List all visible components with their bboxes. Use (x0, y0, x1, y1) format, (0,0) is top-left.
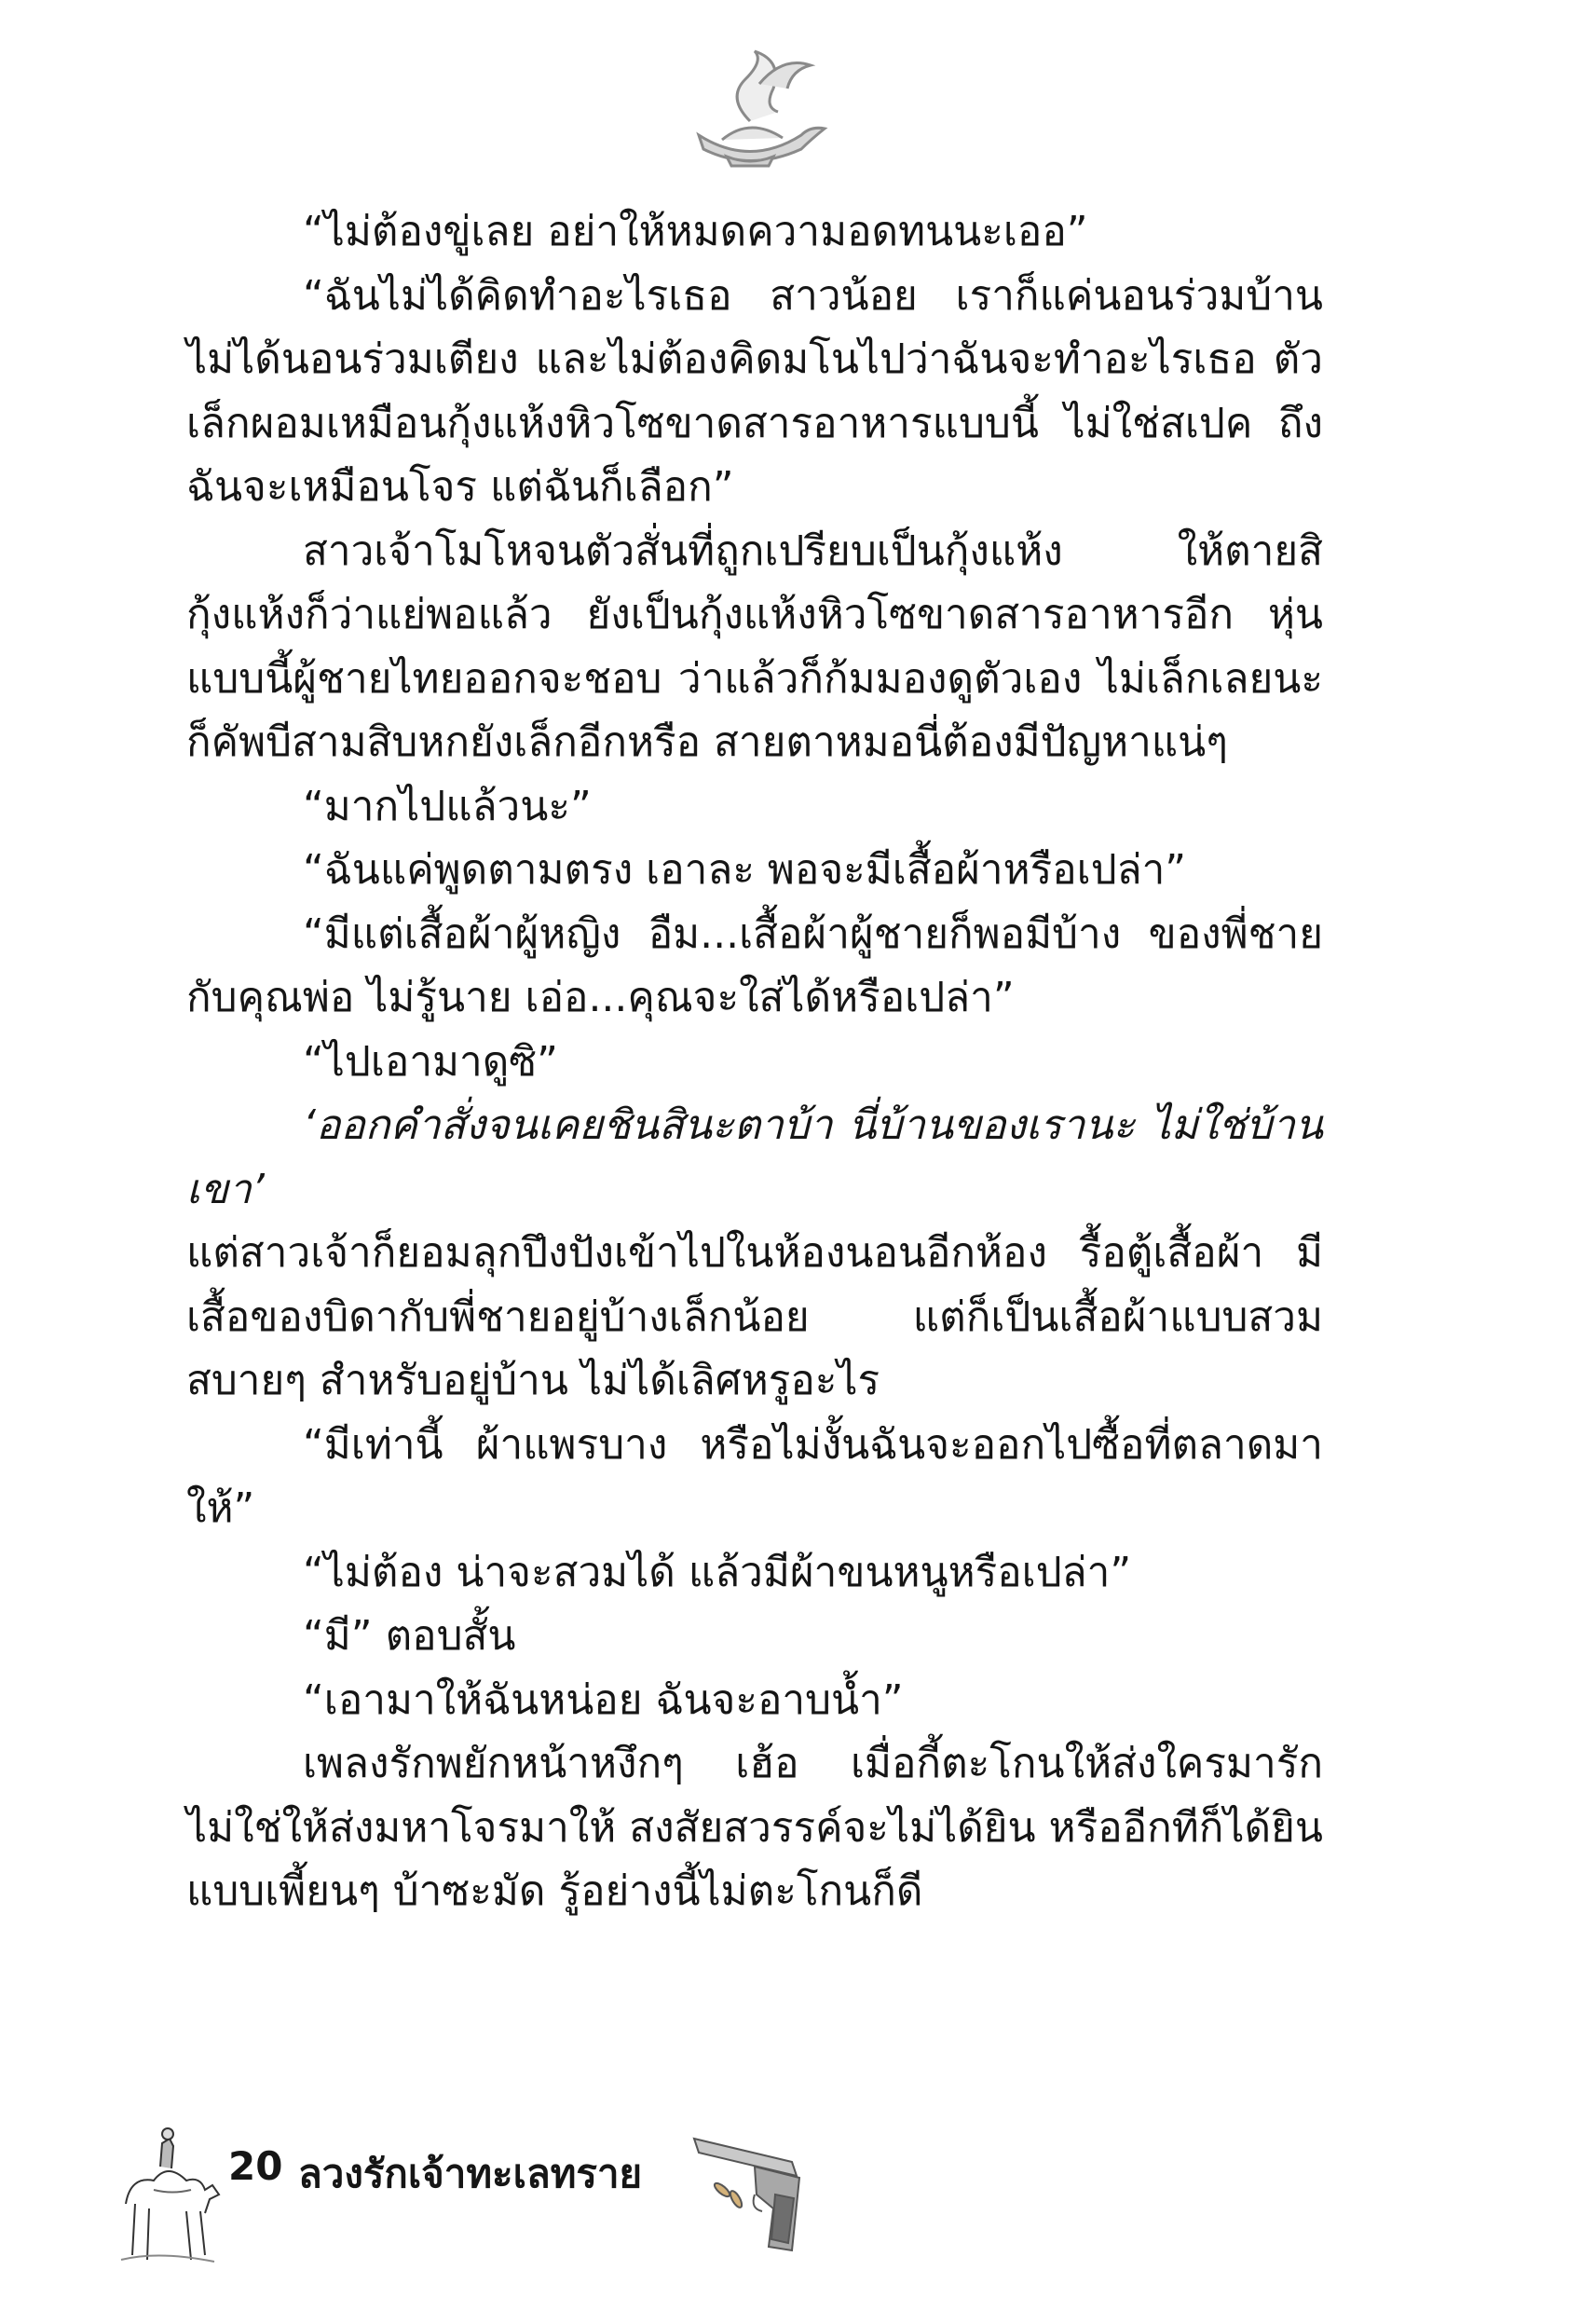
paragraph: “มีเท่านี้ ผ้าแพรบาง หรือไม่งั้นฉันจะออกไปซื้อที่ตลาดมาให้” (186, 1420, 1323, 1532)
paragraph: “ไปเอามาดูซิ” (303, 1037, 558, 1086)
paragraph: ‘ออกคำสั่งจนเคยชินสินะตาบ้า นี่บ้านของเรานะ ไม่ใช่บ้านเขา’ (186, 1101, 1323, 1213)
paragraph: สาวเจ้าโมโหจนตัวสั่นที่ถูกเปรียบเป็นกุ้งแห้ง ให้ตายสิ กุ้งแห้งก็ว่าแย่พอแล้ว ยังเป็นกุ้งแห้งหิวโซขาดสารอาหารอีก หุ่นแบบนี้ผู้ชายไทยออกจะชอบ ว่าแล้วก็ก้มมองดูตัวเอง ไม่เล็กเลยนะ ก็คัพบีสามสิบหกยังเล็กอีกหรือ สายตาหมอนี่ต้องมีปัญหาแน่ๆ (186, 526, 1323, 766)
paragraph: เพลงรักพยักหน้าหงึกๆ เฮ้อ เมื่อกี้ตะโกนให้ส่งใครมารัก ไม่ใช่ให้ส่งมหาโจรมาให้ สงสัยสวรรค์จะไม่ได้ยิน หรืออีกทีก็ได้ยินแบบเพี้ยนๆ บ้าซะมัด รู้อย่างนี้ไม่ตะโกนก็ดี (186, 1740, 1323, 1915)
pistol-icon (689, 2120, 829, 2260)
story-text (186, 200, 1323, 1924)
paragraph: แต่สาวเจ้าก็ยอมลุกปึงปังเข้าไปในห้องนอนอีกห้อง รื้อตู้เสื้อผ้า มีเสื้อของบิดากับพี่ชายอยู่บ้างเล็กน้อย แต่ก็เป็นเสื้อผ้าแบบสวมสบายๆ สำหรับอยู่บ้าน ไม่ได้เลิศหรูอะไร (186, 1229, 1323, 1404)
paragraph: “ฉันไม่ได้คิดทำอะไรเธอ สาวน้อย เราก็แค่นอนร่วมบ้าน ไม่ได้นอนร่วมเตียง และไม่ต้องคิดมโนไปว่าฉันจะทำอะไรเธอ ตัวเล็กผอมเหมือนกุ้งแห้งหิวโซขาดสารอาหารแบบนี้ ไม่ใช่สเปค ถึงฉันจะเหมือนโจร แต่ฉันก็เลือก” (186, 271, 1323, 511)
paragraph: “มี” ตอบสั้น (303, 1612, 516, 1660)
page-number: 20 (228, 2143, 283, 2189)
camel-rider-icon (102, 2101, 233, 2269)
paragraph: “มากไปแล้วนะ” (303, 782, 592, 830)
paragraph: “ฉันแค่พูดตามตรง เอาละ พอจะมีเสื้อผ้าหรือเปล่า” (303, 846, 1187, 894)
paragraph: “มีแต่เสื้อผ้าผู้หญิง อืม...เสื้อผ้าผู้ชายก็พอมีบ้าง ของพี่ชายกับคุณพ่อ ไม่รู้นาย เอ่อ...คุณจะใส่ได้หรือเปล่า” (186, 909, 1323, 1021)
paragraph: “ไม่ต้อง น่าจะสวมได้ แล้วมีผ้าขนหนูหรือเปล่า” (303, 1548, 1132, 1596)
book-title: ลวงรักเจ้าทะเลทราย (298, 2151, 643, 2196)
paragraph: “ไม่ต้องขู่เลย อย่าให้หมดความอดทนนะเออ” (303, 208, 1088, 255)
paragraph: “เอามาให้ฉันหน่อย ฉันจะอาบน้ำ” (303, 1675, 904, 1724)
genie-lamp-icon (671, 47, 829, 172)
